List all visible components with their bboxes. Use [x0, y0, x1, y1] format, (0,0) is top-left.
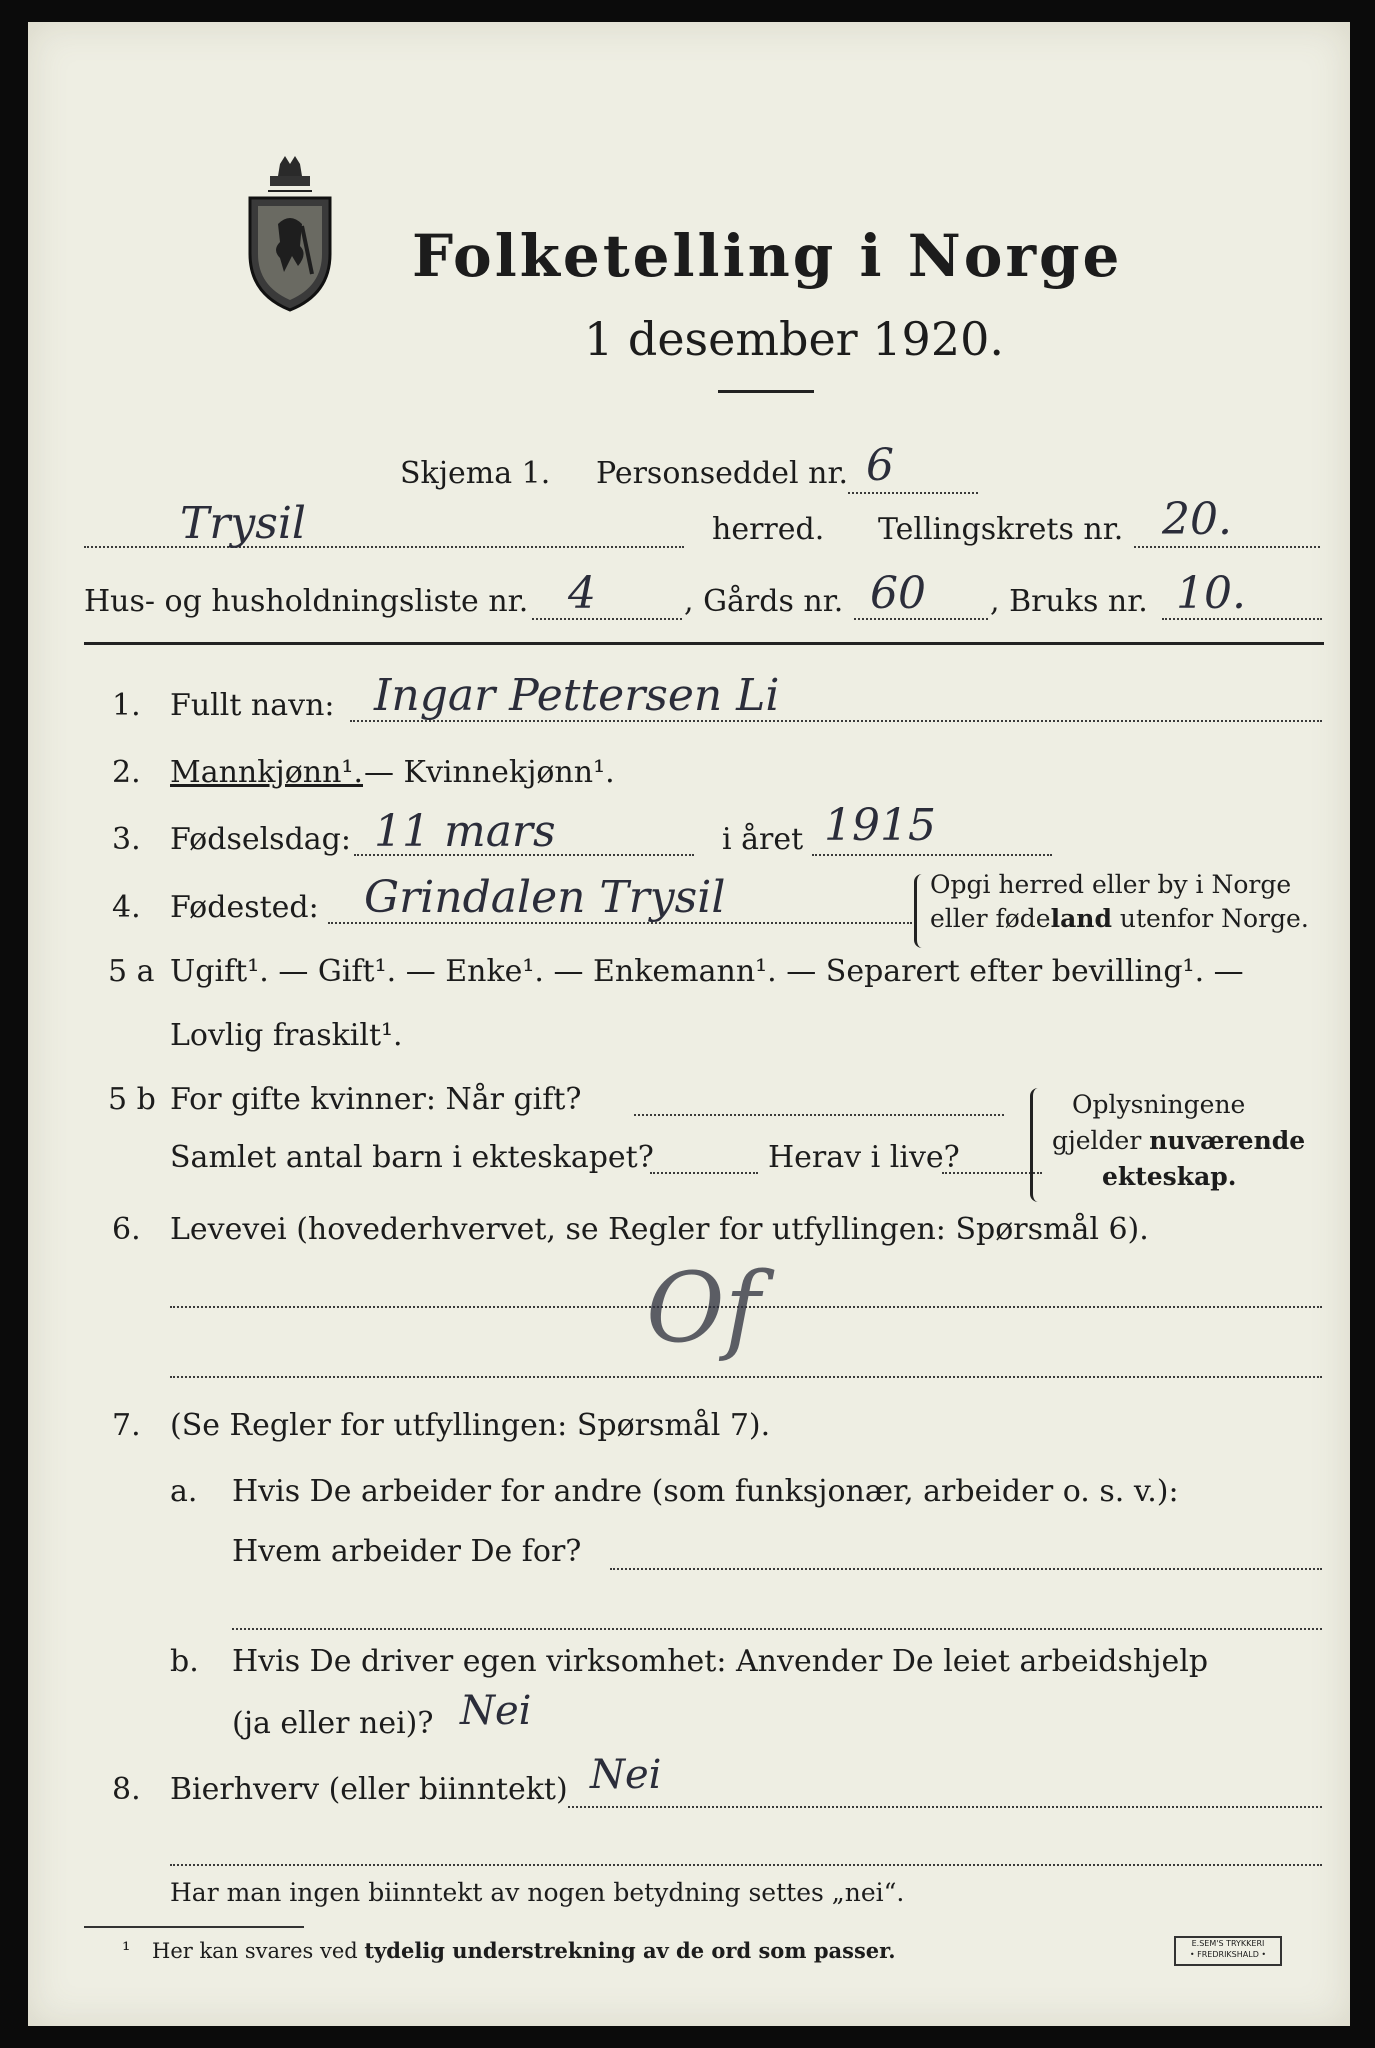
q1-label: Fullt navn: — [170, 688, 335, 723]
q8-number: 8. — [112, 1772, 141, 1807]
q1-number: 1. — [112, 688, 141, 723]
gards-value: 60 — [870, 568, 926, 619]
q4-number: 4. — [112, 890, 141, 925]
census-form-page — [28, 22, 1350, 2026]
herred-line — [84, 546, 684, 548]
q8-label: Bierhverv (eller biinntekt) — [170, 1772, 568, 1807]
q5b-children-line — [650, 1172, 758, 1174]
q7b-number: b. — [170, 1644, 199, 1679]
page-title: Folketelling i Norge — [412, 222, 1123, 290]
q5b-alive-label: Herav i live? — [768, 1140, 960, 1175]
printer-stamp-line1: E.SEM'S TRYKKERI — [1191, 1939, 1265, 1948]
q3-year-label: i året — [722, 822, 804, 857]
full-name-value: Ingar Pettersen Li — [374, 670, 780, 721]
header-separator — [84, 642, 1324, 645]
q5b-note-line2: gjelder nuværende — [1052, 1126, 1306, 1155]
bruks-label: , Bruks nr. — [990, 584, 1148, 619]
q8-line2 — [170, 1864, 1322, 1866]
q5b-line1: For gifte kvinner: Når gift? — [170, 1082, 582, 1117]
q7a-line2: Hvem arbeider De for? — [232, 1534, 582, 1569]
herred-value: Trysil — [180, 498, 306, 549]
personseddel-value: 6 — [866, 440, 894, 491]
printer-stamp-line2: • FREDRIKSHALD • — [1189, 1950, 1267, 1959]
skjema-label: Skjema 1. — [400, 456, 551, 491]
birth-year-value: 1915 — [824, 800, 936, 851]
q7b-line2: (ja eller nei)? — [232, 1706, 434, 1741]
q8-line1 — [568, 1806, 1322, 1808]
q6-line2 — [170, 1376, 1322, 1378]
gards-label: , Gårds nr. — [684, 584, 844, 619]
q3-number: 3. — [112, 822, 141, 857]
hus-label: Hus- og husholdningsliste nr. — [84, 584, 529, 619]
personseddel-line — [848, 492, 978, 494]
hired-help-value: Nei — [460, 1688, 532, 1734]
q7-label: (Se Regler for utfyllingen: Spørsmål 7). — [170, 1408, 771, 1443]
q5a-number: 5 a — [108, 954, 155, 989]
q5b-note-brace — [1030, 1088, 1043, 1202]
q5b-married-line — [634, 1114, 1004, 1116]
birth-place-value: Grindalen Trysil — [364, 872, 726, 923]
bruks-value: 10. — [1176, 568, 1246, 619]
side-income-value: Nei — [590, 1752, 662, 1798]
hus-value: 4 — [568, 568, 596, 619]
herred-label: herred. — [712, 512, 825, 547]
q6-number: 6. — [112, 1212, 141, 1247]
hus-line — [532, 618, 682, 620]
q6-label: Levevei (hovederhvervet, se Regler for utfyllingen: Spørsmål 6). — [170, 1212, 1149, 1247]
tellingskrets-value: 20. — [1162, 494, 1232, 545]
q4-note-brace — [914, 874, 927, 948]
q2-female-option: — Kvinnekjønn¹. — [364, 755, 615, 790]
birth-date-value: 11 mars — [374, 806, 556, 857]
q8-note: Har man ingen biinntekt av nogen betydning settes „nei“. — [170, 1878, 905, 1907]
q2-number: 2. — [112, 755, 141, 790]
q4-label: Fødested: — [170, 890, 319, 925]
q4-note-line2: eller fødeland utenfor Norge. — [930, 904, 1309, 933]
footnote-mark: ¹ — [122, 1938, 131, 1962]
q4-note-line1: Opgi herred eller by i Norge — [930, 870, 1292, 899]
q5b-children-label: Samlet antal barn i ekteskapet? — [170, 1140, 654, 1175]
q5b-number: 5 b — [108, 1082, 156, 1117]
q5b-note-line1: Oplysningene — [1072, 1090, 1246, 1119]
printer-stamp — [1174, 1936, 1282, 1966]
q3-year-line — [812, 854, 1052, 856]
footnote-text: Her kan svares ved tydelig understrekning av de ord som passer. — [152, 1938, 896, 1963]
footnote-separator — [84, 1926, 304, 1928]
occupation-value: Of — [646, 1252, 761, 1364]
q2-male-option: Mannkjønn¹. — [170, 755, 363, 790]
personseddel-label: Personseddel nr. — [596, 456, 849, 491]
title-divider — [718, 390, 814, 393]
q3-label: Fødselsdag: — [170, 822, 351, 857]
norway-coat-of-arms-icon — [240, 154, 340, 314]
q7b-line1: Hvis De driver egen virksomhet: Anvender De leiet arbeidshjelp — [232, 1644, 1209, 1679]
q7a-number: a. — [170, 1474, 198, 1509]
census-date: 1 desember 1920. — [584, 312, 1004, 366]
q7a-employer-line1 — [610, 1568, 1322, 1570]
tellingskrets-line — [1134, 546, 1320, 548]
q7a-line1: Hvis De arbeider for andre (som funksjonær, arbeider o. s. v.): — [232, 1474, 1179, 1509]
q5b-note-line3: ekteskap. — [1102, 1162, 1237, 1191]
q7a-employer-line2 — [232, 1628, 1322, 1630]
q5a-options-line1: Ugift¹. — Gift¹. — Enke¹. — Enkemann¹. — Separert efter bevilling¹. — — [170, 954, 1244, 989]
q5a-options-line2: Lovlig fraskilt¹. — [170, 1018, 403, 1053]
q5b-alive-line — [942, 1172, 1042, 1174]
tellingskrets-label: Tellingskrets nr. — [878, 512, 1124, 547]
q7-number: 7. — [112, 1408, 141, 1443]
